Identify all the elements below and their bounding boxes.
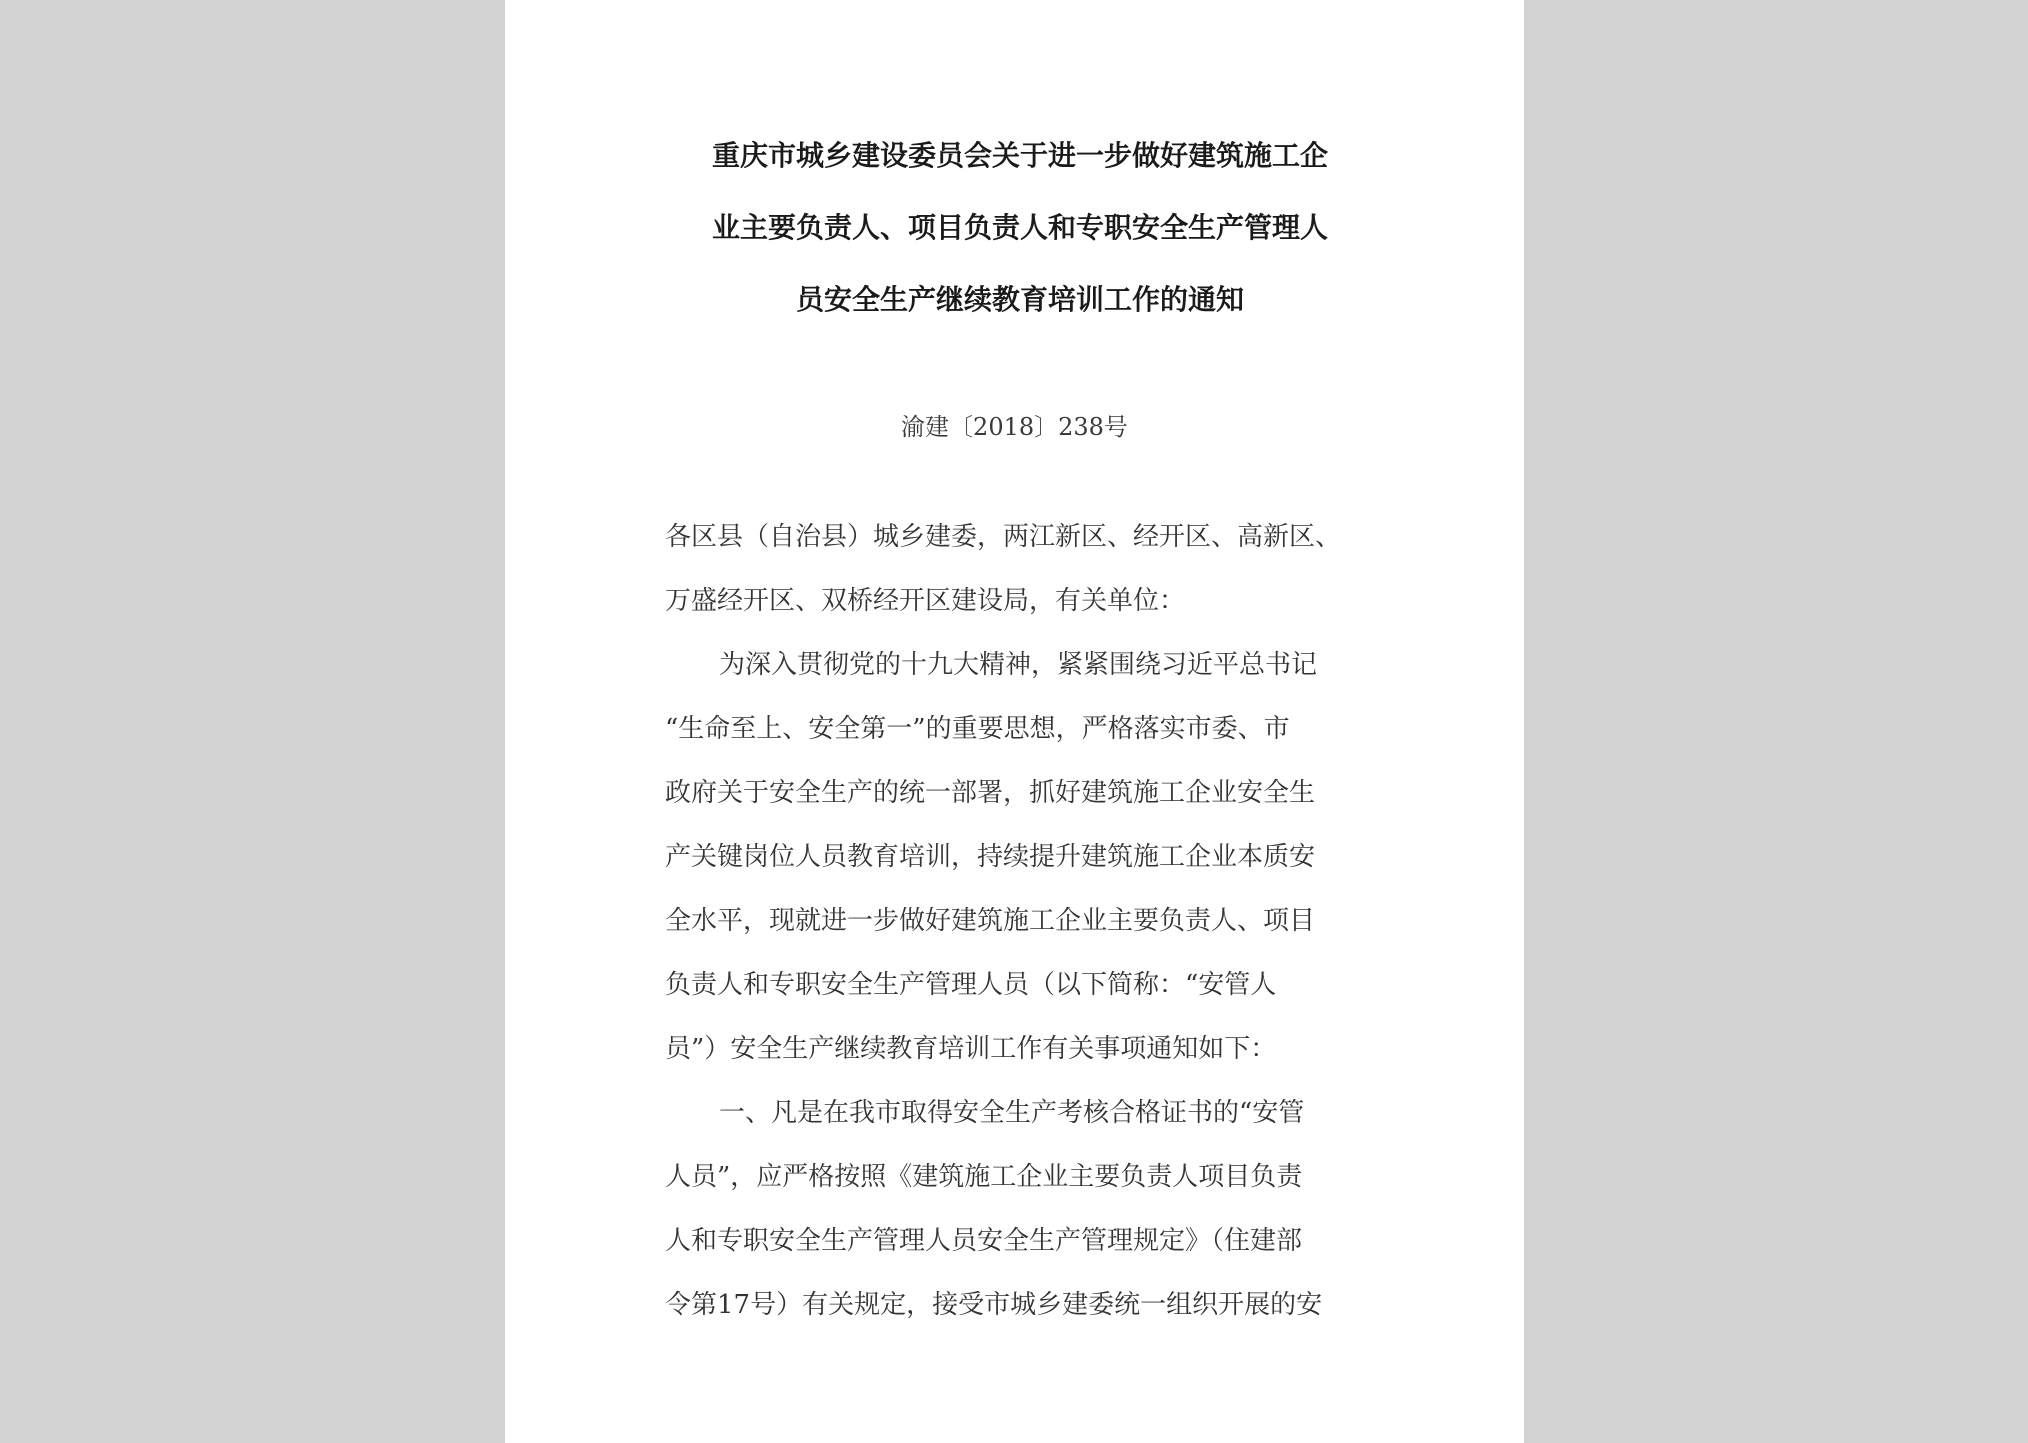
body-line: 负责人和专职安全生产管理人员（以下简称：“安管人 [665, 970, 1277, 1000]
document-body [665, 505, 1385, 1337]
title-line: 重庆市城乡建设委员会关于进一步做好建筑施工企 [711, 139, 1328, 172]
title-line: 业主要负责人、项目负责人和专职安全生产管理人 [711, 211, 1328, 244]
document-title [670, 120, 1370, 336]
body-line: “生命至上、安全第一”的重要思想，严格落实市委、市 [665, 714, 1290, 744]
body-line: 万盛经开区、双桥经开区建设局，有关单位： [665, 586, 1186, 616]
body-line: 产关键岗位人员教育培训，持续提升建筑施工企业本质安 [665, 842, 1316, 872]
body-line: 为深入贯彻党的十九大精神，紧紧围绕习近平总书记 [719, 650, 1318, 680]
body-line: 令第17号）有关规定，接受市城乡建委统一组织开展的安 [665, 1290, 1323, 1320]
document-number: 渝建〔2018〕238号 [901, 413, 1128, 441]
body-line: 人和专职安全生产管理人员安全生产管理规定》（住建部 [665, 1226, 1303, 1256]
body-line: 全水平，现就进一步做好建筑施工企业主要负责人、项目 [665, 906, 1316, 936]
body-line: 员”）安全生产继续教育培训工作有关事项通知如下： [665, 1034, 1277, 1064]
body-line: 一、凡是在我市取得安全生产考核合格证书的“安管 [719, 1098, 1305, 1128]
title-line: 员安全生产继续教育培训工作的通知 [795, 283, 1244, 316]
document-page [505, 0, 1524, 1443]
body-line: 人员”，应严格按照《建筑施工企业主要负责人项目负责 [665, 1162, 1303, 1192]
body-line: 各区县（自治县）城乡建委，两江新区、经开区、高新区、 [665, 522, 1342, 552]
body-line: 政府关于安全生产的统一部署，抓好建筑施工企业安全生 [665, 778, 1316, 808]
